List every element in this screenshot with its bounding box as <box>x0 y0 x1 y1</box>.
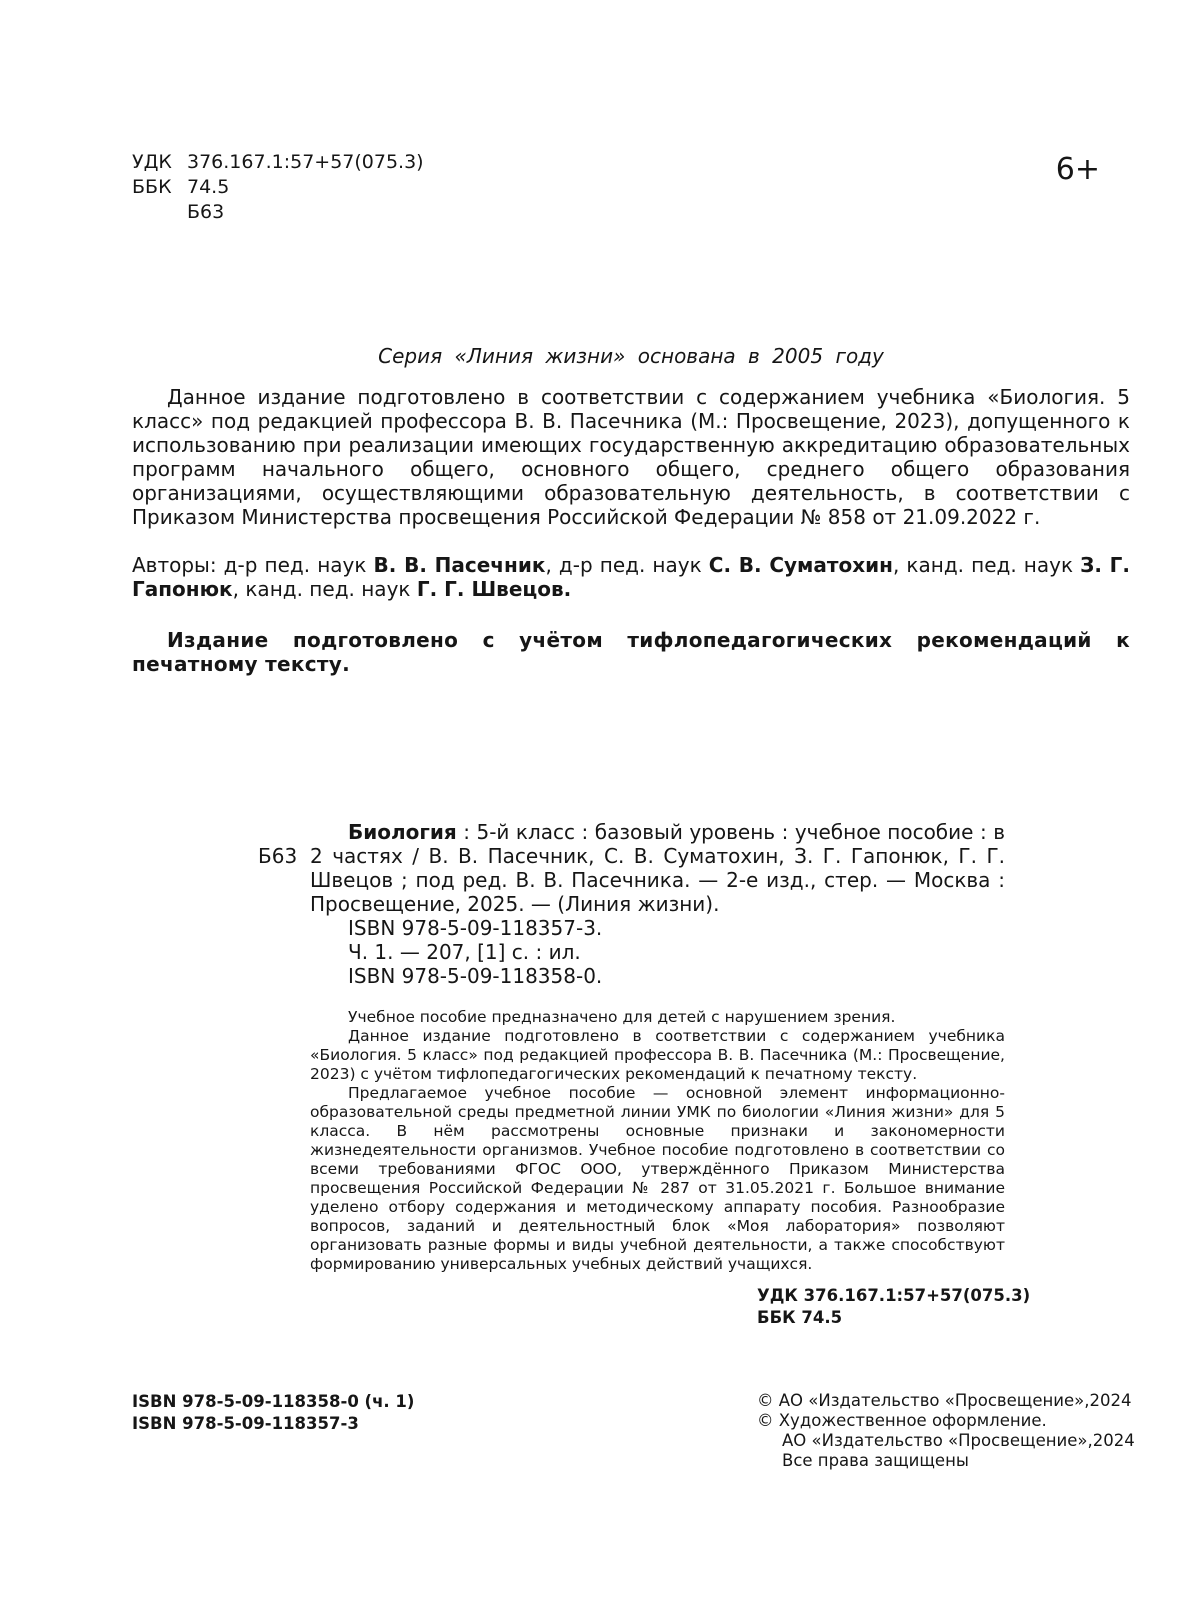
bottom-classification <box>757 1285 1030 1329</box>
author-3: З. Г. Гапонюк <box>132 553 1130 601</box>
classification-block <box>132 150 424 225</box>
author-2: С. В. Суматохин <box>708 553 893 577</box>
series-note: Серия «Линия жизни» основана в 2005 году <box>378 344 884 368</box>
authors-sep-1: , д-р пед. наук <box>545 553 709 577</box>
bottom-bbk: ББК 74.5 <box>757 1308 843 1327</box>
biblio-main <box>310 820 1005 916</box>
biblio-isbn-set: ISBN 978-5-09-118357-3. <box>348 916 603 940</box>
isbn-footer <box>132 1391 414 1435</box>
biblio-isbn-part: ISBN 978-5-09-118358-0. <box>348 964 603 988</box>
authors-sep-2: , канд. пед. наук <box>892 553 1081 577</box>
tiflo-note: Издание подготовлено с учётом тифлопедагогических рекомендаций к печатному тексту. <box>132 628 1130 676</box>
annotation-paragraph: Учебное пособие предназначено для детей с нарушением зрения. <box>348 1008 896 1026</box>
udk-value: 376.167.1:57+57(075.3) <box>187 151 424 173</box>
copyright-line-4: Все права защищены <box>782 1451 969 1470</box>
udk-label: УДК <box>132 151 172 173</box>
author-4: Г. Г. Швецов. <box>416 577 572 601</box>
bbk-value: 74.5 <box>187 176 230 198</box>
copyright-line-2: © Художественное оформление. <box>757 1411 1047 1430</box>
copyright-block <box>757 1391 1135 1471</box>
bibliographic-record <box>310 820 1005 988</box>
bottom-udk: УДК 376.167.1:57+57(075.3) <box>757 1286 1031 1305</box>
biblio-part: Ч. 1. — 207, [1] с. : ил. <box>348 940 581 964</box>
copyright-year-3: 2024 <box>1092 1431 1135 1450</box>
author-mark: Б63 <box>187 201 225 223</box>
annotation-paragraph: Предлагаемое учебное пособие — основной элемент информационно-образовательной среды предметной линии УМК по биологии «Линия жизни» для 5 класса. В нём рассмотрены основные признаки и закономерности жизнедеятельности организмов. Учебное пособие подготовлено в соответствии со всеми требованиями ФГОС ООО, утверждённого Приказом Министерства просвещения Российской Федерации № 287 от 31.05.2021 г. Большое внимание уделено отбору содержания и методическому аппарату пособия. Разнообразие вопросов, заданий и деятельностный блок «Моя лаборатория» позволяют организовать разные формы и виды учебной деятельности, а также способствуют формированию универсальных учебных действий учащихся. <box>310 1084 1005 1273</box>
copyright-line-3: АО «Издательство «Просвещение», <box>782 1431 1093 1450</box>
isbn-line-1: ISBN 978-5-09-118358-0 (ч. 1) <box>132 1392 415 1411</box>
authors-paragraph <box>132 553 1130 601</box>
copyright-line-1: © АО «Издательство «Просвещение», <box>757 1391 1090 1410</box>
annotation-paragraph: Данное издание подготовлено в соответствии с содержанием учебника «Биология. 5 класс» под редакцией профессора В. В. Пасечника (М.: Просвещение, 2023) с учётом тифлопедагогических рекомендаций к печатному тексту. <box>310 1027 1005 1083</box>
biblio-code: Б63 <box>258 844 298 868</box>
bbk-label: ББК <box>132 176 172 198</box>
annotation <box>310 1008 1005 1274</box>
intro-paragraph: Данное издание подготовлено в соответствии с содержанием учебника «Биология. 5 класс» под редакцией профессора В. В. Пасечника (М.: Просвещение, 2023), допущенного к использованию при реализации имеющих государственную аккредитацию образовательных программ начального общего, основного общего, среднего общего образования организациями, осуществляющими образовательную деятельность, в соответствии с Приказом Министерства просвещения Российской Федерации № 858 от 21.09.2022 г. <box>132 385 1130 529</box>
authors-sep-3: , канд. пед. наук <box>232 577 417 601</box>
authors-prefix: Авторы: д-р пед. наук <box>132 553 374 577</box>
isbn-line-2: ISBN 978-5-09-118357-3 <box>132 1414 359 1433</box>
copyright-year-1: 2024 <box>1089 1391 1132 1410</box>
biblio-title: Биология <box>348 820 457 844</box>
author-1: В. В. Пасечник <box>373 553 546 577</box>
biblio-description: : 5-й класс : базовый уровень : учебное пособие : в 2 частях / В. В. Пасечник, С. В. Суматохин, З. Г. Гапонюк, Г. Г. Швецов ; под ред. В. В. Пасечника. — 2-е изд., стер. — Москва : Просвещение, 2025. — (Линия жизни). <box>310 820 1005 916</box>
age-rating: 6+ <box>1055 152 1100 187</box>
